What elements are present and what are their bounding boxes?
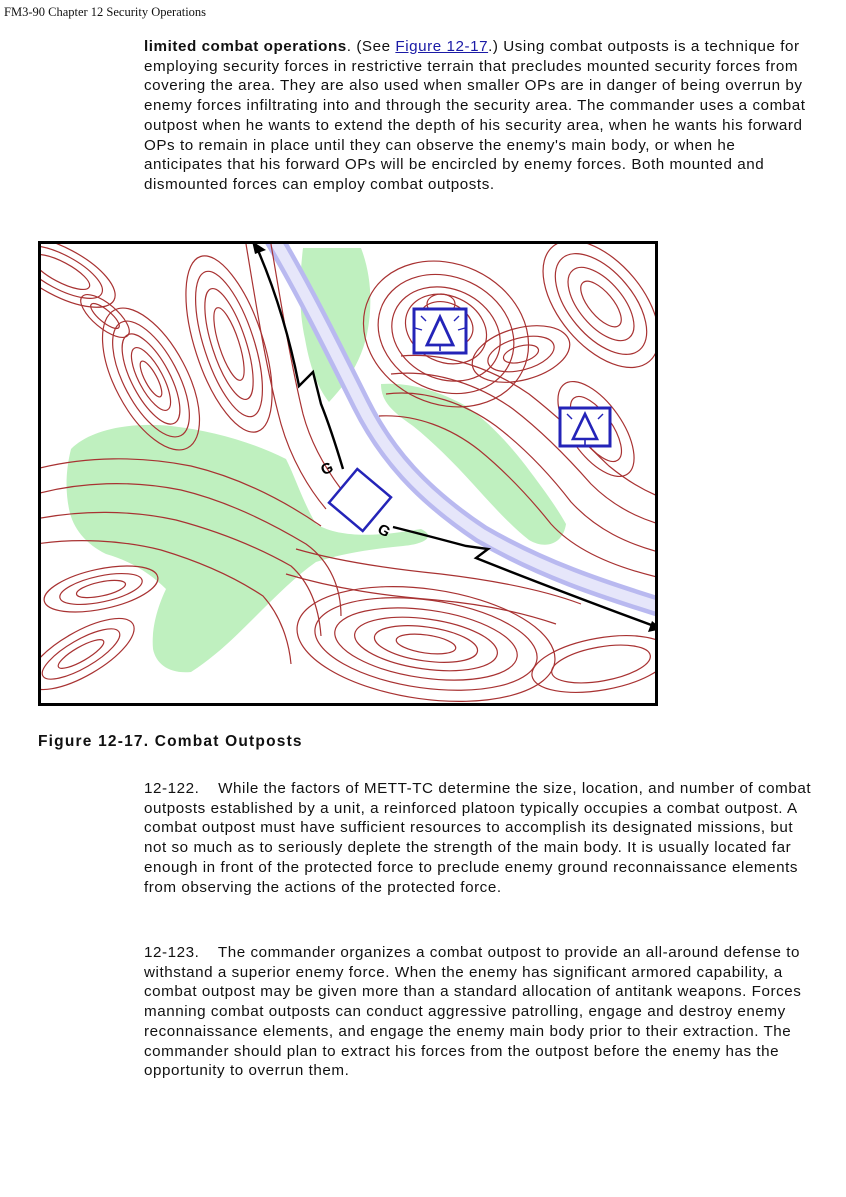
observation-post-symbol-east <box>560 408 610 446</box>
combat-outposts-map <box>41 244 655 703</box>
paragraph-number: 12-123. <box>144 944 200 961</box>
figure-caption: Figure 12-17. Combat Outposts <box>38 733 303 750</box>
paragraph-number: 12-122. <box>144 780 200 797</box>
figure-12-17-link[interactable]: Figure 12-17 <box>395 38 489 55</box>
paragraph-text: The commander organizes a combat outpost to provide an all-around defense to withstand a superior enemy force. When the enemy has significant armored capability, a combat outpost may be given more than a standard allocation of antitank weapons. Forces manning combat outposts can conduct aggressive patrolling, engage and destroy enemy reconnaissance elements, and engage the enemy main body prior to their extraction. The commander should plan to extract his forces from the outpost before the enemy has the opportunity to overrun them. <box>144 944 802 1080</box>
paragraph-12-122 <box>144 779 812 897</box>
intro-see-pre: . (See <box>346 38 396 55</box>
guard-label-right: G <box>374 520 394 542</box>
intro-paragraph <box>144 37 812 195</box>
vegetation-area-center <box>67 425 429 672</box>
running-header: FM3-90 Chapter 12 Security Operations <box>4 5 207 19</box>
observation-post-symbol-north <box>414 309 466 353</box>
contour-hill-top-left <box>41 244 136 344</box>
arrowhead-east <box>648 621 655 632</box>
intro-lead-bold: limited combat operations <box>144 38 347 55</box>
guard-label-left: G <box>318 458 337 480</box>
arrowhead-north <box>252 244 266 254</box>
intro-body-text: .) Using combat outposts is a technique for employing security forces in restrictive terrain that precludes mounted security forces from covering the area. They are also used when smaller OPs are in danger of being overrun by enemy forces infiltrating into and through the security area. The commander uses a combat outpost when he wants to extend the depth of his security area, when he wants his forward OPs to remain in place until they can observe the enemy's main body, or when he anticipates that his forward OPs will be encircled by enemy forces. Both mounted and dismounted forces can employ combat outposts. <box>144 38 806 193</box>
combat-outposts-figure <box>38 241 658 706</box>
paragraph-text: While the factors of METT-TC determine the size, location, and number of combat outposts established by a unit, a reinforced platoon typically occupies a combat outpost. A combat outpost must have sufficient resources to accomplish its designated missions, but not so much as to seriously deplete the strength of the main body. It is usually located far enough in front of the protected force to preclude enemy ground reconnaissance elements from observing the actions of the protected force. <box>144 780 812 896</box>
screen-line-east <box>393 527 654 626</box>
contour-hill-top-right <box>521 244 655 388</box>
paragraph-12-123 <box>144 943 812 1081</box>
